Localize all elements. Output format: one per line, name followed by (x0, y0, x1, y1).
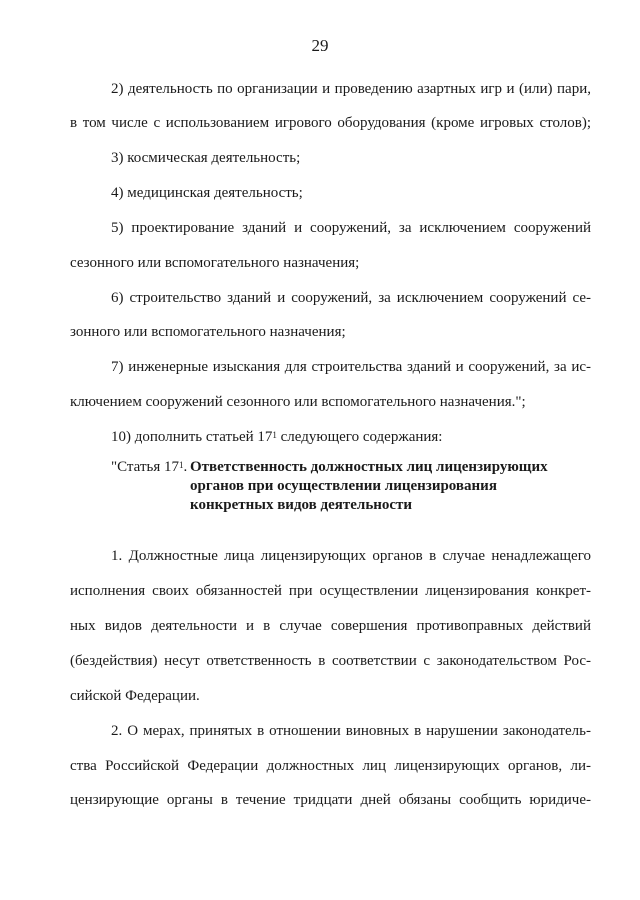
paragraph-line: 3) космическая деятельность; (111, 150, 301, 166)
paragraph-line: сийской Федерации. (70, 688, 200, 704)
article-label (111, 458, 187, 477)
paragraph-line: в том числе с использованием игрового оборудования (кроме игровых столов); (70, 115, 591, 131)
paragraph-line: 5) проектирование зданий и сооружений, за исключением сооружений (111, 220, 591, 236)
amendment-text-end: следующего содержания: (276, 429, 443, 445)
paragraph-line: 2) деятельность по организации и проведению азартных игр и (или) пари, (111, 81, 591, 97)
amendment-text: 10) дополнить статьей 17 (111, 429, 273, 445)
paragraph-line: ства Российской Федерации должностных лиц лицензирующих органов, ли- (70, 758, 591, 774)
article-label-text: "Статья 17 (111, 459, 179, 475)
article-title-line: органов при осуществлении лицензирования (190, 478, 497, 494)
paragraph-line (111, 428, 632, 447)
article-title (190, 458, 570, 515)
paragraph-line: 2. О мерах, принятых в отношении виновных в нарушении законодатель- (111, 723, 591, 739)
paragraph-line: зонного или вспомогательного назначения; (70, 324, 346, 340)
page-number: 29 (311, 36, 329, 55)
superscript: 1 (178, 460, 184, 470)
paragraph-line: сезонного или вспомогательного назначения; (70, 255, 360, 271)
paragraph-line: исполнения своих обязанностей при осуществлении лицензирования конкрет- (70, 583, 591, 599)
article-label-dot: . (183, 459, 188, 475)
paragraph-line: 7) инженерные изыскания для строительства зданий и сооружений, за ис- (111, 359, 591, 375)
paragraph-line: ключением сооружений сезонного или вспомогательного назначения."; (70, 394, 526, 410)
paragraph-line: цензирующие органы в течение тридцати дней обязаны сообщить юридиче- (70, 792, 591, 808)
paragraph-line: 1. Должностные лица лицензирующих органов в случае ненадлежащего (111, 548, 591, 564)
paragraph-line: 4) медицинская деятельность; (111, 185, 303, 201)
paragraph-line: ных видов деятельности и в случае совершения противоправных действий (70, 618, 591, 634)
paragraph-line: 6) строительство зданий и сооружений, за исключением сооружений се- (111, 290, 591, 306)
article-title-line: конкретных видов деятельности (190, 497, 413, 513)
article-title-line: Ответственность должностных лиц лицензирующих (190, 459, 548, 475)
paragraph-line: (бездействия) несут ответственность в соответствии с законодательством Рос- (70, 653, 591, 669)
superscript: 1 (272, 430, 277, 440)
